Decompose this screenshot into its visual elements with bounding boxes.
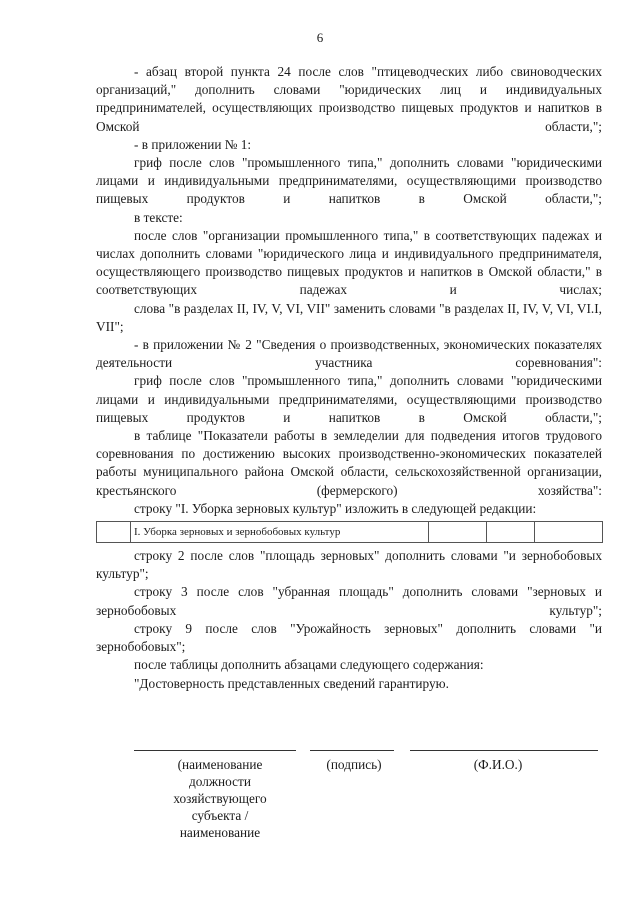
paragraph-9: в таблице "Показатели работы в земледелии для подведения итогов трудового соревнования по достижению высоких производственно-экономических показателей работы муниципального района Омской области, сельскохозяйственной организации, крестьянского (фермерского) хозяйства":: [96, 428, 602, 498]
document-body: [96, 63, 602, 693]
name-caption-line-3: хозяйствующего: [173, 791, 267, 806]
fio-signature-line: [410, 750, 598, 751]
paragraph-11: строку 2 после слов "площадь зерновых" дополнить словами "и зернобобовых культур";: [96, 548, 602, 582]
paragraph-2: - в приложении № 1:: [134, 136, 252, 152]
paragraph-1: - абзац второй пункта 24 после слов "птицеводческих либо свиноводческих организаций," дополнить словами "юридических лиц и индивидуальных предпринимателей, осуществляющих производство пищевых продуктов и напитков в Омской области,";: [96, 64, 602, 134]
name-signature-line: [134, 750, 296, 751]
paragraph-7: - в приложении № 2 "Сведения о производственных, экономических показателях деятельности участника соревнования":: [96, 337, 602, 371]
paragraph-13: строку 9 после слов "Урожайность зерновых" дополнить словами "и зернобобовых";: [96, 620, 602, 655]
paragraph-3: гриф после слов "промышленного типа," дополнить словами "юридическими лицами и индивидуальными предпринимателями, осуществляющими производство пищевых продуктов и напитков в Омской области,";: [96, 155, 602, 207]
paragraph-8: гриф после слов "промышленного типа," дополнить словами "юридическими лицами и индивидуальными предпринимателями, осуществляющими производство пищевых продуктов и напитков в Омской области,";: [96, 373, 602, 425]
name-caption-line-5: наименование: [179, 825, 261, 840]
table-cell-value-2: [487, 522, 535, 543]
table-row: [96, 521, 603, 543]
paragraph-15: "Достоверность представленных сведений гарантирую.: [134, 675, 449, 691]
name-caption-line-1: (наименование: [177, 757, 263, 772]
table-cell-value-3: [535, 522, 603, 543]
name-caption-line-4: субъекта /: [191, 808, 249, 823]
table-cell-indicator: I. Уборка зерновых и зернобобовых культур: [131, 522, 429, 543]
paragraph-4: в тексте:: [134, 209, 183, 225]
paragraph-14: после таблицы дополнить абзацами следующего содержания:: [134, 657, 484, 673]
sign-signature-line: [310, 750, 394, 751]
paragraph-6: слова "в разделах II, IV, V, VI, VII" заменить словами "в разделах II, IV, V, VI, VI.I, VII";: [96, 300, 602, 334]
signature-block: [0, 740, 640, 860]
page-number: 6: [316, 30, 324, 45]
name-caption: [150, 756, 290, 841]
table-cell-number: [97, 522, 131, 543]
paragraph-5: после слов "организации промышленного типа," в соответствующих падежах и числах дополнить словами "юридического лица и индивидуального предпринимателя, осуществляющего производство пищевых продуктов и напитков в Омской области," в соответствующих падежах и числах;: [96, 227, 602, 298]
fio-caption: (Ф.И.О.): [473, 757, 523, 772]
name-caption-line-2: должности: [189, 774, 251, 789]
table-cell-value-1: [429, 522, 487, 543]
paragraph-12: строку 3 после слов "убранная площадь" дополнить словами "зерновых и зернобобовых культур";: [96, 584, 602, 618]
sign-caption: (подпись): [326, 757, 382, 772]
paragraph-10: строку "I. Уборка зерновых культур" изложить в следующей редакции:: [134, 500, 537, 516]
